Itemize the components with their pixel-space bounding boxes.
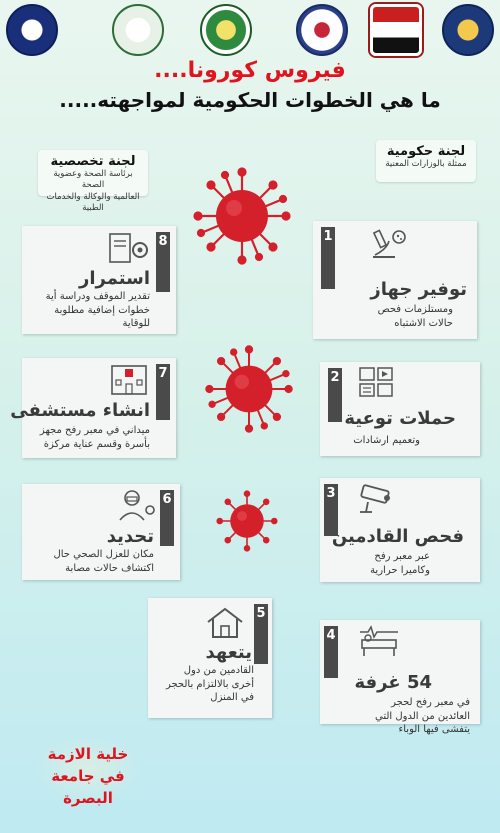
virus-icon	[216, 490, 278, 552]
step-description	[330, 550, 430, 577]
step-card-7	[10, 358, 176, 458]
step-heading: 54 غرفة	[354, 672, 432, 693]
main-title: فيروس كورونا....	[154, 58, 346, 83]
microscope-icon	[365, 227, 407, 261]
committee-title: لجنة حكومية	[386, 144, 466, 159]
document-gear-icon	[108, 232, 150, 266]
step-card-1	[313, 221, 477, 339]
step-card-2	[320, 362, 480, 456]
specialized-committee-box	[38, 150, 148, 214]
step-description	[333, 303, 453, 330]
step-card-4	[320, 620, 480, 735]
description-line: وتعميم ارشادات	[353, 435, 420, 446]
description-line: تقدير الموقف ودراسة أية	[45, 291, 150, 302]
step-card-8	[22, 226, 176, 334]
media-awareness-icon	[358, 366, 400, 400]
description-line: ومستلزمات فحص	[377, 304, 453, 315]
iraq-emblem-logo	[370, 4, 422, 56]
committee-sub: برئاسة الصحة وعضوية الصحة	[53, 169, 133, 191]
description-line: القادمين من دول	[183, 665, 254, 676]
step-number: 3	[324, 484, 338, 536]
step-heading: فحص القادمين	[331, 526, 464, 547]
committee-title: لجنة تخصصية	[50, 154, 136, 169]
step-heading: توفير جهاز	[370, 279, 467, 300]
step-description	[26, 548, 154, 575]
step-number: 2	[328, 368, 342, 422]
description-line: وكاميرا حرارية	[370, 564, 430, 576]
step-number: 8	[156, 232, 170, 292]
committee-sub: العالمية والوكالة والخدمات الطبية	[46, 191, 140, 214]
logos-row	[0, 4, 500, 60]
committee-sub: ممثلة بالوزارات المعنية	[385, 159, 467, 169]
description-line: أخرى بالالتزام بالحجر	[165, 678, 254, 690]
step-description	[26, 424, 150, 451]
description-line: في المنزل	[210, 692, 254, 703]
description-line: بأسرة وقسم عناية مركزة	[43, 438, 150, 450]
crisis-cell-label	[35, 736, 141, 807]
step-description	[26, 290, 150, 331]
step-description	[150, 664, 254, 705]
step-heading: انشاء مستشفى	[10, 400, 150, 421]
step-card-5	[148, 598, 272, 718]
governmental-committee-box	[376, 140, 476, 182]
thermal-camera-icon	[356, 482, 398, 516]
crisis-cell-line: في جامعة البصرة	[51, 766, 125, 807]
description-line: خطوات إضافية مطلوبة	[54, 304, 150, 316]
hospital-building-icon	[108, 362, 150, 396]
step-number: 5	[254, 604, 268, 664]
home-icon	[204, 606, 246, 640]
college-logo	[200, 4, 252, 56]
description-line: ميداني في معبر رفح مجهز	[39, 425, 150, 436]
sub-title: ما هي الخطوات الحكومية لمواجهته.....	[59, 88, 441, 112]
description-line: في معبر رفح لحجر	[391, 697, 470, 708]
step-number: 4	[324, 626, 338, 678]
virus-icon	[192, 166, 292, 266]
step-number: 6	[160, 490, 174, 546]
description-line: حالات الاشتباه	[394, 317, 453, 329]
description-line: يتفشى فيها الوباء	[398, 724, 470, 735]
doctor-icon	[114, 488, 156, 522]
step-description	[324, 696, 470, 737]
description-line: عبر معبر رفح	[374, 551, 430, 562]
hospital-bed-icon	[358, 624, 400, 658]
virus-icon	[204, 344, 294, 434]
description-line: مكان للعزل الصحي حال	[53, 549, 154, 560]
crisis-cell-line: خلية الازمة	[47, 745, 129, 763]
step-card-6	[22, 484, 180, 580]
step-number: 7	[156, 364, 170, 420]
university-logo	[6, 4, 58, 56]
step-heading: استمرار	[78, 268, 150, 289]
step-heading: تحديد	[106, 526, 154, 547]
description-line: العائدين من الدول التي	[375, 710, 470, 722]
step-heading: حملات توعية	[344, 408, 456, 429]
college-logo	[296, 4, 348, 56]
step-number: 1	[321, 227, 335, 289]
college-logo	[442, 4, 494, 56]
description-line: اكتشاف حالات مصابة	[65, 562, 154, 574]
step-description	[324, 434, 420, 448]
college-logo	[112, 4, 164, 56]
step-card-3	[320, 478, 480, 582]
step-heading: يتعهد	[205, 642, 252, 663]
description-line: للوقاية	[122, 318, 150, 329]
